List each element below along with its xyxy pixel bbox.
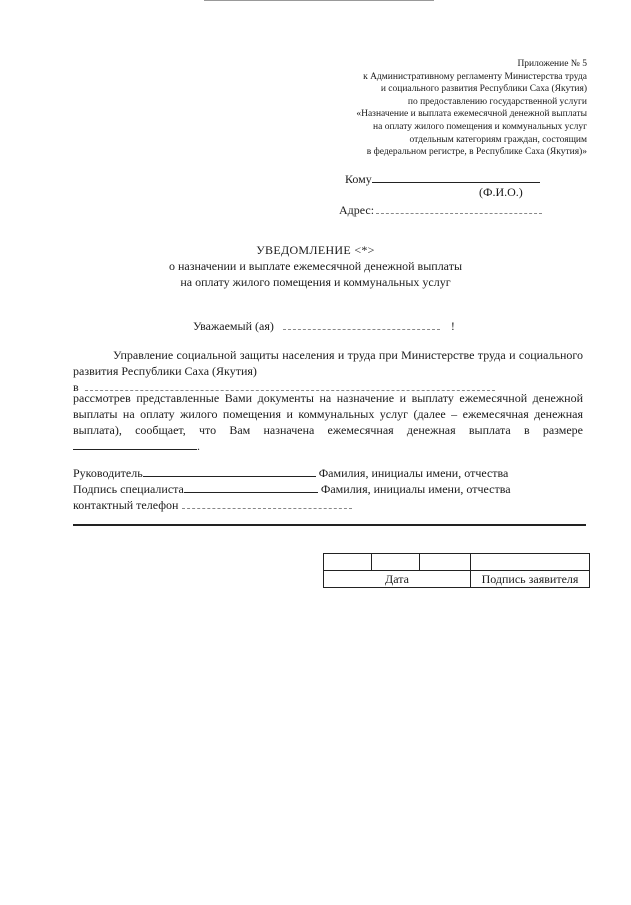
phone-label: контактный телефон — [73, 498, 179, 512]
head-label: Руководитель — [73, 466, 143, 480]
body-paragraph-2 — [73, 390, 583, 454]
district-label: в — [73, 380, 79, 394]
appendix-line: «Назначение и выплата ежемесячной денежной выплаты — [356, 109, 587, 120]
appendix-line: отдельным категориям граждан, состоящим — [409, 134, 587, 145]
date-cell-month[interactable] — [372, 554, 420, 571]
phone-line[interactable] — [182, 497, 352, 509]
recipient-label: Кому — [345, 172, 372, 186]
head-signature-row — [73, 465, 508, 481]
body-paragraph-2-text: рассмотрев представленные Вами документы на назначение и выплату ежемесячной денежной выплаты на оплату жилого помещения и коммунальных услуг (далее – ежемесячная денежная выплата), сообщает, что Вам назначена ежемесячная денежная выплата в размере — [73, 391, 583, 437]
body-paragraph-2-end: . — [197, 439, 200, 453]
receipt-table — [323, 553, 590, 588]
specialist-signature-row — [73, 481, 511, 497]
fio-hint: (Ф.И.О.) — [479, 185, 523, 199]
applicant-signature-cell[interactable] — [471, 554, 590, 571]
greeting-end: ! — [450, 319, 455, 333]
notice-title: УВЕДОМЛЕНИЕ <*> — [256, 243, 375, 257]
specialist-signature-line[interactable] — [184, 481, 318, 493]
specialist-label: Подпись специалиста — [73, 482, 184, 496]
notice-title-block — [0, 242, 631, 290]
date-label: Дата — [324, 571, 471, 588]
appendix-line: на оплату жилого помещения и коммунальных услуг — [373, 121, 587, 132]
date-cell-year[interactable] — [420, 554, 471, 571]
notice-subtitle-1: о назначении и выплате ежемесячной денежной выплаты — [168, 259, 463, 273]
payment-amount-line[interactable] — [73, 438, 197, 450]
greeting-label: Уважаемый (ая) — [193, 319, 274, 333]
recipient-name-line[interactable] — [283, 318, 440, 330]
greeting — [193, 318, 455, 334]
appendix-header — [297, 58, 587, 159]
appendix-line: в федеральном регистре, в Республике Саха (Якутия)» — [366, 147, 587, 158]
appendix-line: Приложение № 5 — [517, 59, 587, 69]
address-field — [339, 202, 542, 218]
phone-row — [73, 497, 352, 513]
separator-rule — [73, 524, 586, 526]
head-signature-line[interactable] — [143, 465, 316, 477]
body-paragraph-1: Управление социальной защиты населения и труда при Министерстве труда и социального развития Республики Саха (Якутия) — [73, 348, 583, 378]
head-hint: Фамилия, инициалы имени, отчества — [318, 466, 509, 480]
appendix-line: и социального развития Республики Саха (Якутия) — [380, 84, 587, 95]
appendix-line: к Административному регламенту Министерства труда — [363, 71, 587, 82]
notice-subtitle-2: на оплату жилого помещения и коммунальных услуг — [180, 275, 451, 289]
applicant-signature-label: Подпись заявителя — [471, 571, 590, 588]
date-cell-day[interactable] — [324, 554, 372, 571]
address-label: Адрес: — [339, 203, 375, 217]
recipient-line[interactable] — [372, 171, 540, 183]
appendix-line: по предоставлению государственной услуги — [407, 96, 587, 107]
specialist-hint: Фамилия, инициалы имени, отчества — [320, 482, 511, 496]
address-line[interactable] — [376, 202, 542, 214]
top-border-line — [204, 0, 434, 1]
